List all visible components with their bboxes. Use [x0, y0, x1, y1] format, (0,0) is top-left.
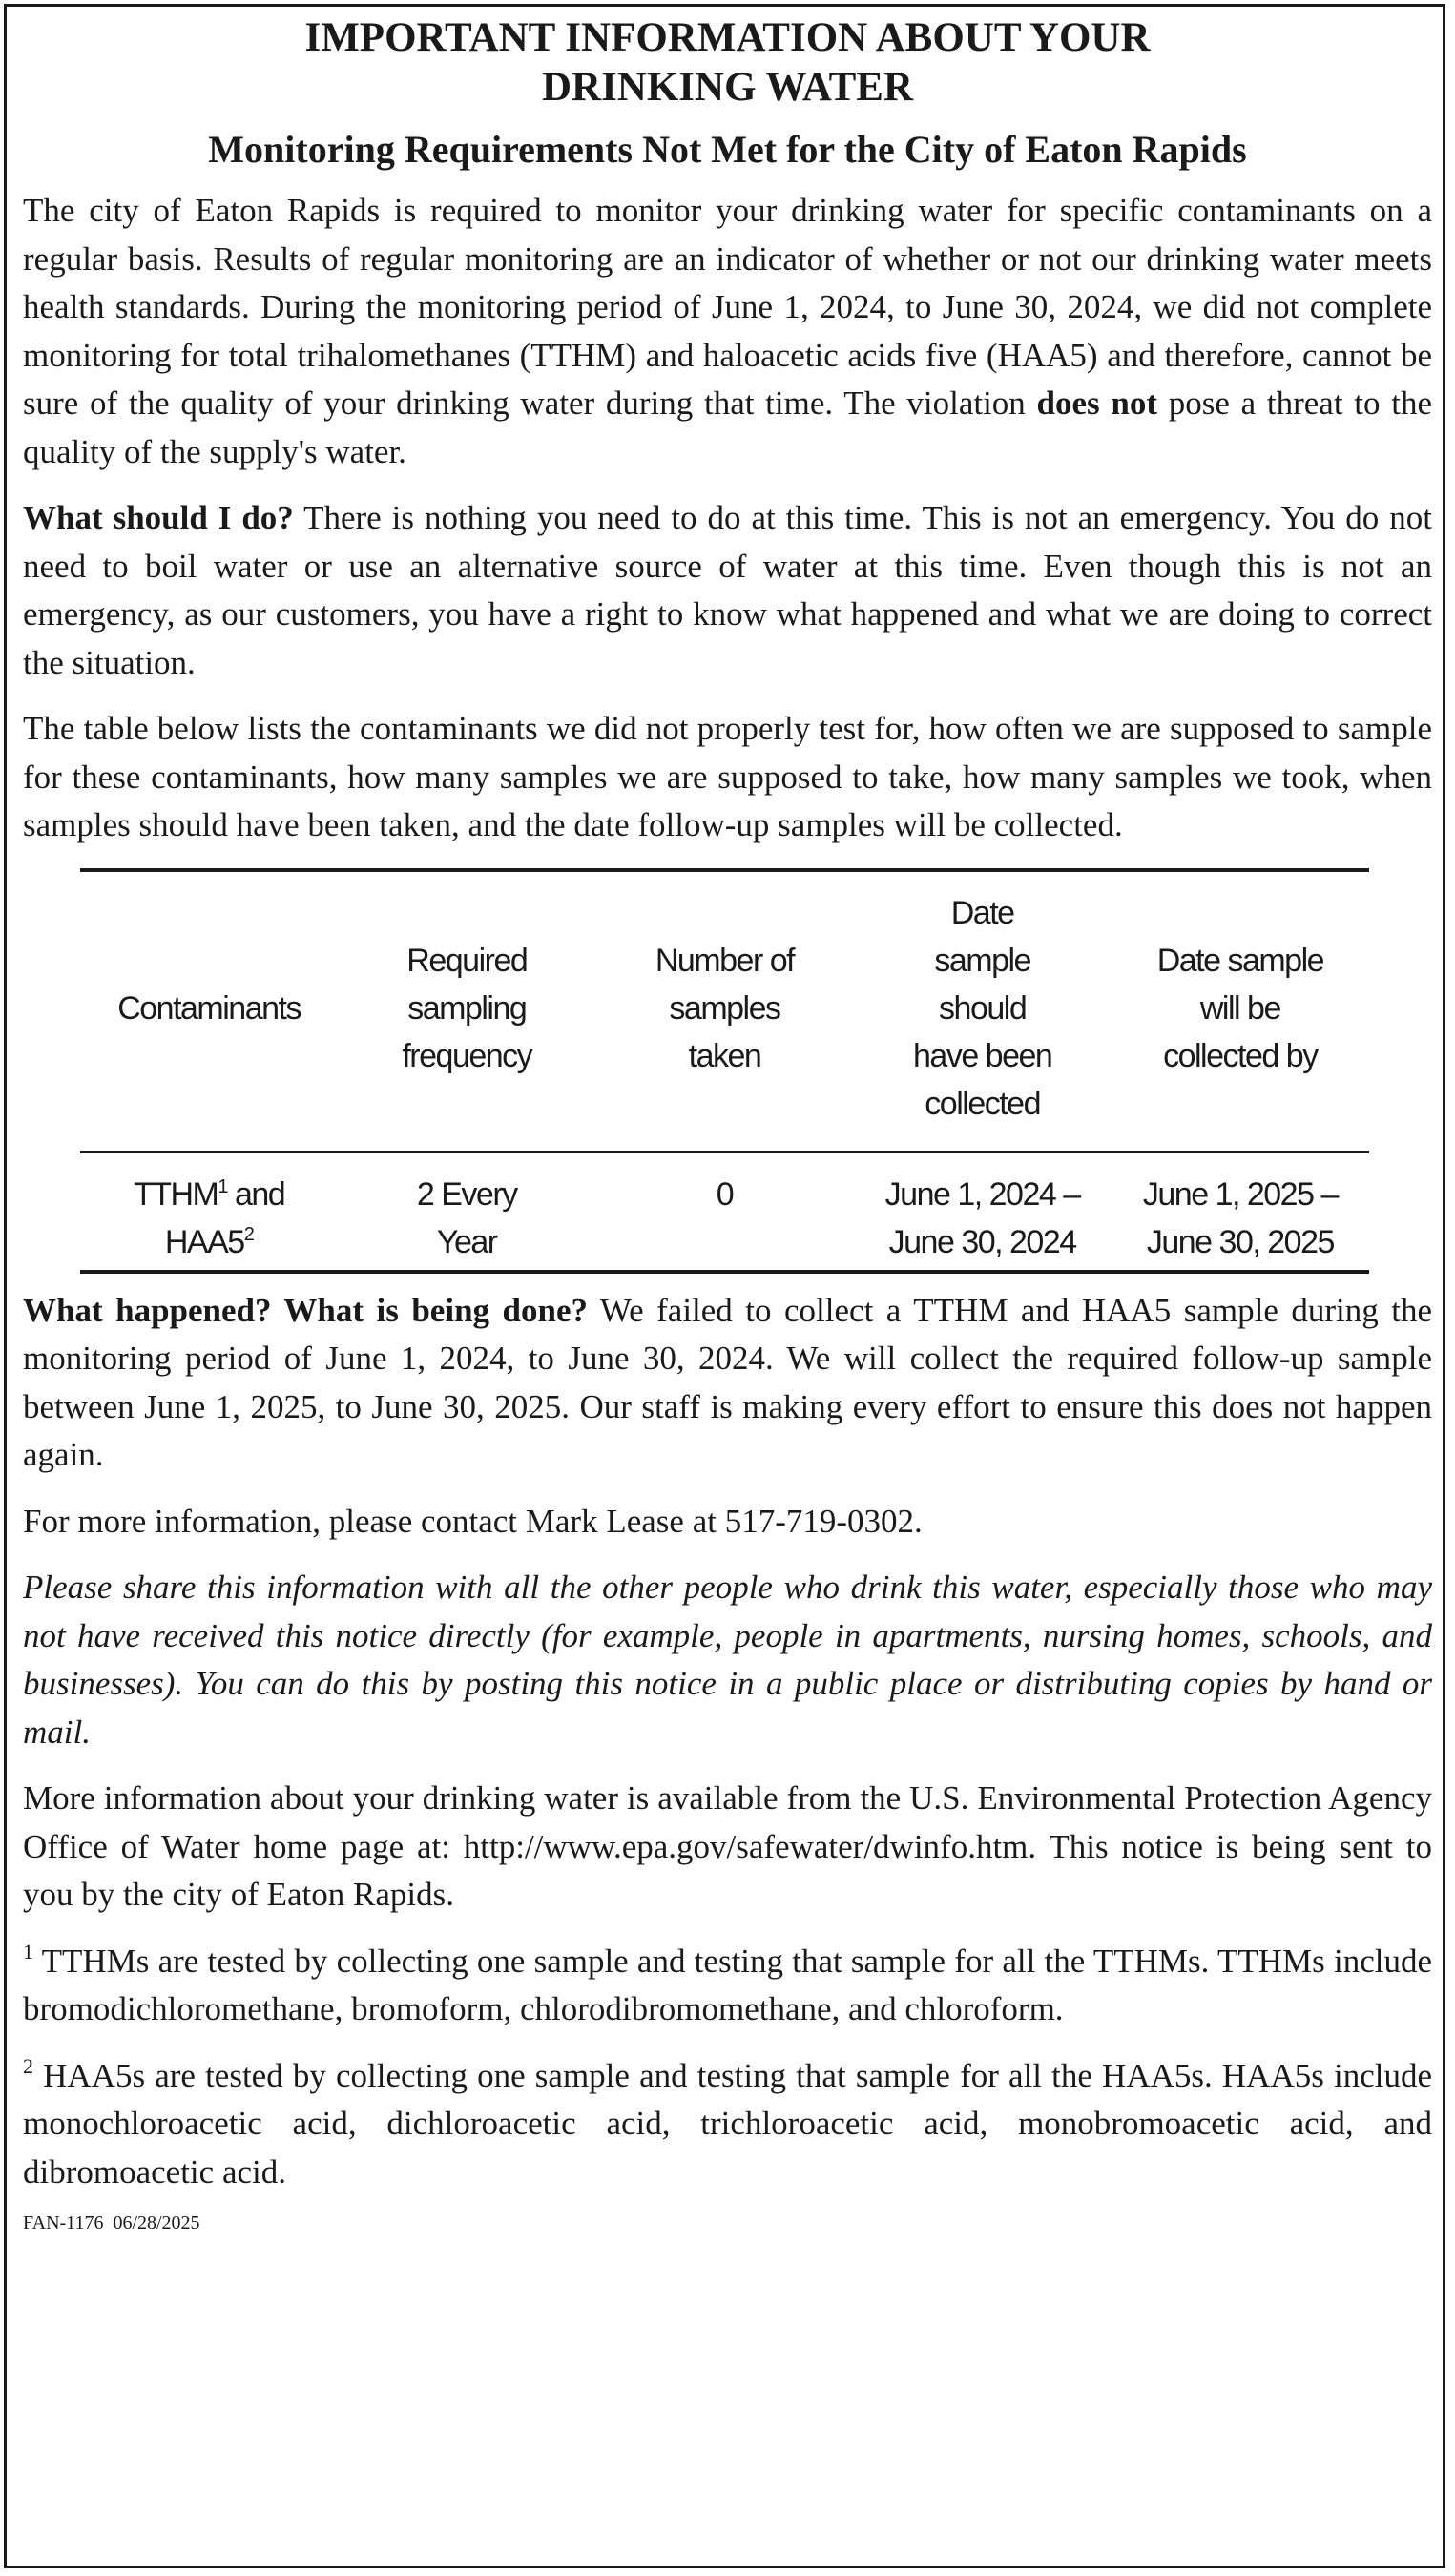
footnote-1-text: TTHMs are tested by collecting one sample and testing that sample for all the TTHMs. TTHMs include bromodichloromethane, bromoform, chlorodibromomethane, and chloroform.	[23, 1942, 1432, 2027]
footnote-2-mark: 2	[23, 2053, 33, 2078]
footnote-ref-1: 1	[218, 1175, 228, 1197]
table-intro-paragraph: The table below lists the contaminants we did not properly test for, how often we are supposed to sample for these contaminants, how many samples we are supposed to take, how many samples we took, when samples should have been taken, and the date follow-up samples will be collected.	[23, 710, 1432, 843]
header-should-have	[854, 870, 1112, 1153]
monitoring-table-wrapper	[80, 868, 1369, 1274]
what-to-do-heading: What should I do?	[23, 499, 294, 536]
header-collected-by-text: Date sample will be collected by	[1156, 942, 1324, 1074]
notice-content	[23, 13, 1432, 2236]
cell-frequency	[338, 1152, 595, 1272]
cell-contaminant	[80, 1152, 338, 1272]
what-to-do-text: There is nothing you need to do at this time. This is not an emergency. You do not need to boil water or use an alternative source of water at this time. Even though this is not an emergency, as our customers, you have a right to know what happened and what we are doing to correct the situation.	[23, 499, 1432, 681]
cell-samples-taken: 0	[716, 1175, 734, 1213]
collected-by-value: June 1, 2025 – June 30, 2025	[1142, 1175, 1338, 1260]
what-to-do-paragraph	[23, 494, 1432, 687]
table-header-row	[80, 870, 1369, 1153]
intro-emphasis: does not	[1036, 384, 1158, 422]
header-frequency-text: Required sampling frequency	[402, 942, 532, 1074]
monitoring-table	[80, 868, 1369, 1274]
what-happened-text: We failed to collect a TTHM and HAA5 sample during the monitoring period of June 1, 2024, to June 30, 2024. We will collect the required follow-up sample between June 1, 2025, to June 30, 2025. Our staff is making every effort to ensure this does not happen again.	[23, 1291, 1432, 1473]
intro-text-b: pose a threat to the quality of the supply's water.	[23, 384, 1432, 470]
footnote-1-mark: 1	[23, 1939, 33, 1963]
header-frequency	[338, 870, 595, 1153]
title-line-1: IMPORTANT INFORMATION ABOUT YOUR	[304, 15, 1151, 60]
footnote-2	[23, 2052, 1432, 2197]
header-samples-text: Number of samples taken	[655, 942, 795, 1074]
notice-subtitle: Monitoring Requirements Not Met for the City of Eaton Rapids	[208, 128, 1247, 171]
contaminant-haa5: and HAA5	[164, 1175, 285, 1260]
intro-paragraph	[23, 187, 1432, 476]
share-paragraph: Please share this information with all the other people who drink this water, especially those who may not have received this notice directly (for example, people in apartments, nursing homes, schools, and businesses). You can do this by posting this notice in a public place or distributing copies by hand or mail.	[23, 1568, 1432, 1751]
contact-paragraph: For more information, please contact Mark Lease at 517-719-0302.	[23, 1502, 923, 1540]
header-samples-taken	[595, 870, 853, 1153]
notice-title	[23, 13, 1432, 113]
contaminant-tthm: TTHM	[133, 1175, 218, 1213]
what-happened-heading: What happened? What is being done?	[23, 1291, 588, 1329]
notice-code: FAN-1176 06/28/2025	[23, 2212, 200, 2233]
cell-should-have	[854, 1152, 1112, 1272]
footnote-1	[23, 1938, 1432, 2034]
should-have-value: June 1, 2024 – June 30, 2024	[884, 1175, 1080, 1260]
more-info-paragraph: More information about your drinking water is available from the U.S. Environmental Protection Agency Office of Water home page at: http://www.epa.gov/safewater/dwinfo.htm. This notice is being sent to you by the city of Eaton Rapids.	[23, 1779, 1432, 1913]
header-should-have-text: Date sample should have been collected	[913, 894, 1052, 1122]
footnote-2-text: HAA5s are tested by collecting one sample and testing that sample for all the HAA5s. HAA5s include monochloroacetic acid, dichloroacetic acid, trichloroacetic acid, monobromoacetic acid, and dibromoacetic acid.	[23, 2056, 1432, 2191]
frequency-value: 2 Every Year	[416, 1175, 517, 1260]
table-row	[80, 1152, 1369, 1272]
header-contaminants: Contaminants	[80, 870, 338, 1153]
footnote-ref-2: 2	[243, 1223, 254, 1245]
header-collected-by	[1112, 870, 1369, 1153]
cell-collected-by	[1112, 1152, 1369, 1272]
what-happened-paragraph	[23, 1287, 1432, 1480]
intro-text-a: The city of Eaton Rapids is required to monitor your drinking water for specific contaminants on a regular basis. Results of regular monitoring are an indicator of whether or not our drinking water meets health standards. During the monitoring period of June 1, 2024, to June 30, 2024, we did not complete monitoring for total trihalomethanes (TTHM) and haloacetic acids five (HAA5) and therefore, cannot be sure of the quality of your drinking water during that time. The violation	[23, 192, 1432, 422]
title-line-2: DRINKING WATER	[541, 65, 914, 110]
